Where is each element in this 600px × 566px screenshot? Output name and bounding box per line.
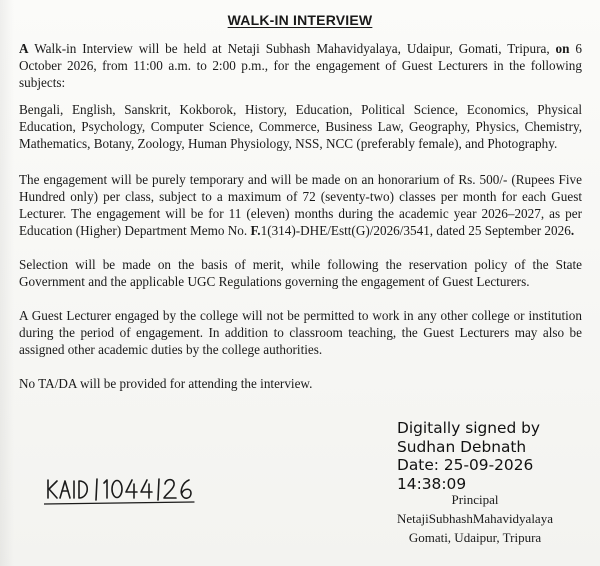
digital-signature-block xyxy=(397,419,540,493)
notice-body xyxy=(19,40,582,392)
principal-address: Gomati, Udaipur, Tripura xyxy=(408,530,542,545)
selection-paragraph: Selection will be made on the basis of merit, while following the reservation policy of the State Government and the applicable UGC Regulations governing the engagement of Guest Lecturers. xyxy=(19,257,582,289)
principal-institution: NetajiSubhashMahavidyalaya xyxy=(397,511,553,526)
notice-title: WALK-IN INTERVIEW xyxy=(227,12,373,28)
signature-line-3: Date: 25-09-2026 xyxy=(397,456,534,474)
intro-paragraph: A Walk-in Interview will be held at Netaji Subhash Mahavidyalaya, Udaipur, Gomati, Tripura, on 6 October 2026, from 11:00 a.m. to 2:00 p.m., for the engagement of Guest Lecturers in the following subjects: xyxy=(19,41,582,90)
signature-line-4: 14:38:09 xyxy=(397,474,467,493)
terms-paragraph: The engagement will be purely temporary and will be made on an honorarium of Rs. 500/- (Rupees Five Hundred only) per class, subject to a maximum of 72 (seventy-two) classes per month for each Guest Lecturer. The engagement will be for 11 (eleven) months during the academic year 2026–2027, as per Education (Higher) Department Memo No. F.1(314)-DHE/Estt(G)/2026/3541, dated 25 September 2026. xyxy=(19,172,582,238)
subjects-paragraph: Bengali, English, Sanskrit, Kokborok, History, Education, Political Science, Economics, Physical Education, Psychology, Computer Science, Commerce, Business Law, Geography, Physics, Chemistry, Mathematics, Botany, Zoology, Human Physiology, NSS, NCC (preferably female), and Photography. xyxy=(19,102,582,151)
principal-block xyxy=(356,490,594,547)
restriction-paragraph: A Guest Lecturer engaged by the college will not be permitted to work in any other college or institution during the period of engagement. In addition to classroom teaching, the Guest Lecturers may also be assigned other academic duties by the college authorities. xyxy=(19,308,582,357)
signature-line-1: Digitally signed by xyxy=(397,419,541,437)
tada-paragraph: No TA/DA will be provided for attending the interview. xyxy=(19,376,313,391)
handwritten-reference-number xyxy=(44,474,224,506)
signature-line-2: Sudhan Debnath xyxy=(397,437,527,456)
principal-designation: Principal xyxy=(451,492,499,507)
